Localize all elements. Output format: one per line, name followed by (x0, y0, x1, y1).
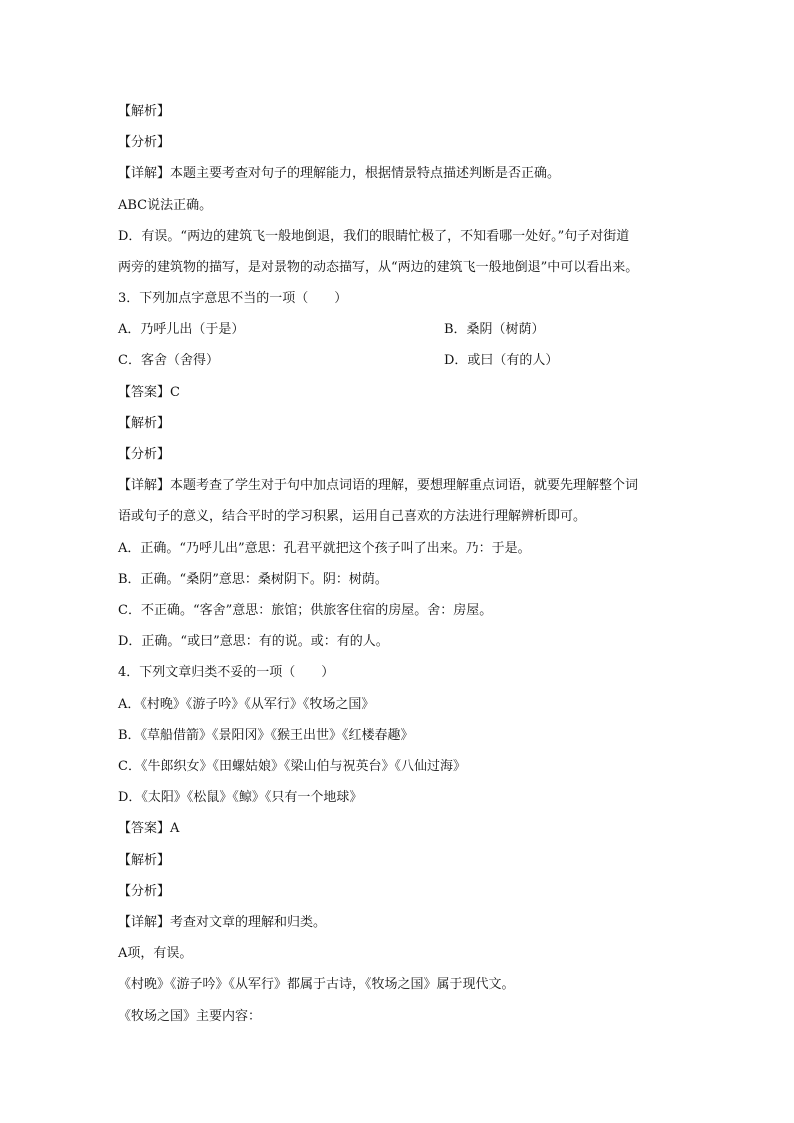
text-line: 《牧场之国》主要内容： (118, 1009, 262, 1024)
text-line: A项，有误。 (118, 946, 193, 961)
text-line: 《村晚》《游子吟》《从军行》都属于古诗，《牧场之国》属于现代文。 (118, 977, 515, 992)
section-heading-reasoning: 【分析】 (118, 135, 171, 150)
section-heading-analysis: 【解析】 (118, 416, 171, 431)
question-3-option-d: D．或曰（有的人） (444, 353, 559, 368)
question-4-option-c: C．《牛郎织女》《田螺姑娘》《梁山伯与祝英台》《八仙过海》 (118, 759, 466, 774)
text-line: 两旁的建筑物的描写，是对景物的动态描写，从“两边的建筑飞一般地倒退”中可以看出来。 (118, 260, 639, 275)
text-line: 语或句子的意义，结合平时的学习积累，运用自己喜欢的方法进行理解辨析即可。 (118, 509, 587, 524)
question-4-option-a: A．《村晚》《游子吟》《从军行》《牧场之国》 (118, 697, 375, 712)
section-heading-analysis: 【解析】 (118, 104, 171, 119)
question-3-option-a: A．乃呼儿出（于是） (118, 322, 245, 337)
answer-line: 【答案】A (118, 821, 180, 836)
question-4-stem: 4．下列文章归类不妥的一项（ ） (118, 665, 335, 680)
section-heading-reasoning: 【分析】 (118, 884, 171, 899)
answer-line: 【答案】C (118, 385, 180, 400)
detail-paragraph: 【详解】本题主要考查对句子的理解能力，根据情景特点描述判断是否正确。 (118, 166, 561, 181)
text-line: D．正确。“或曰”意思：有的说。或：有的人。 (118, 634, 389, 649)
question-4-option-b: B．《草船借箭》《景阳冈》《猴王出世》《红楼春趣》 (118, 728, 414, 743)
text-line: B．正确。“桑阴”意思：桑树阴下。阴：树荫。 (118, 572, 388, 587)
section-heading-reasoning: 【分析】 (118, 447, 171, 462)
text-line: A．正确。“乃呼儿出”意思：孔君平就把这个孩子叫了出来。乃：于是。 (118, 541, 531, 556)
detail-paragraph: 【详解】本题考查了学生对于句中加点词语的理解，要想理解重点词语，就要先理解整个词 (118, 478, 639, 493)
text-line: D．有误。“两边的建筑飞一般地倒退，我们的眼睛忙极了，不知看哪一处好。”句子对街道 (118, 229, 630, 244)
section-heading-analysis: 【解析】 (118, 853, 171, 868)
question-3-option-c: C．客舍（舍得） (118, 353, 219, 368)
detail-paragraph: 【详解】考查对文章的理解和归类。 (118, 915, 327, 930)
question-3-option-b: B．桑阴（树荫） (444, 322, 545, 337)
question-4-option-d: D．《太阳》《松鼠》《鲸》《只有一个地球》 (118, 790, 363, 805)
text-line: C．不正确。“客舍”意思：旅馆；供旅客住宿的房屋。舍：房屋。 (118, 603, 493, 618)
question-3-stem: 3．下列加点字意思不当的一项（ ） (118, 291, 348, 306)
text-line: ABC说法正确。 (118, 198, 213, 213)
